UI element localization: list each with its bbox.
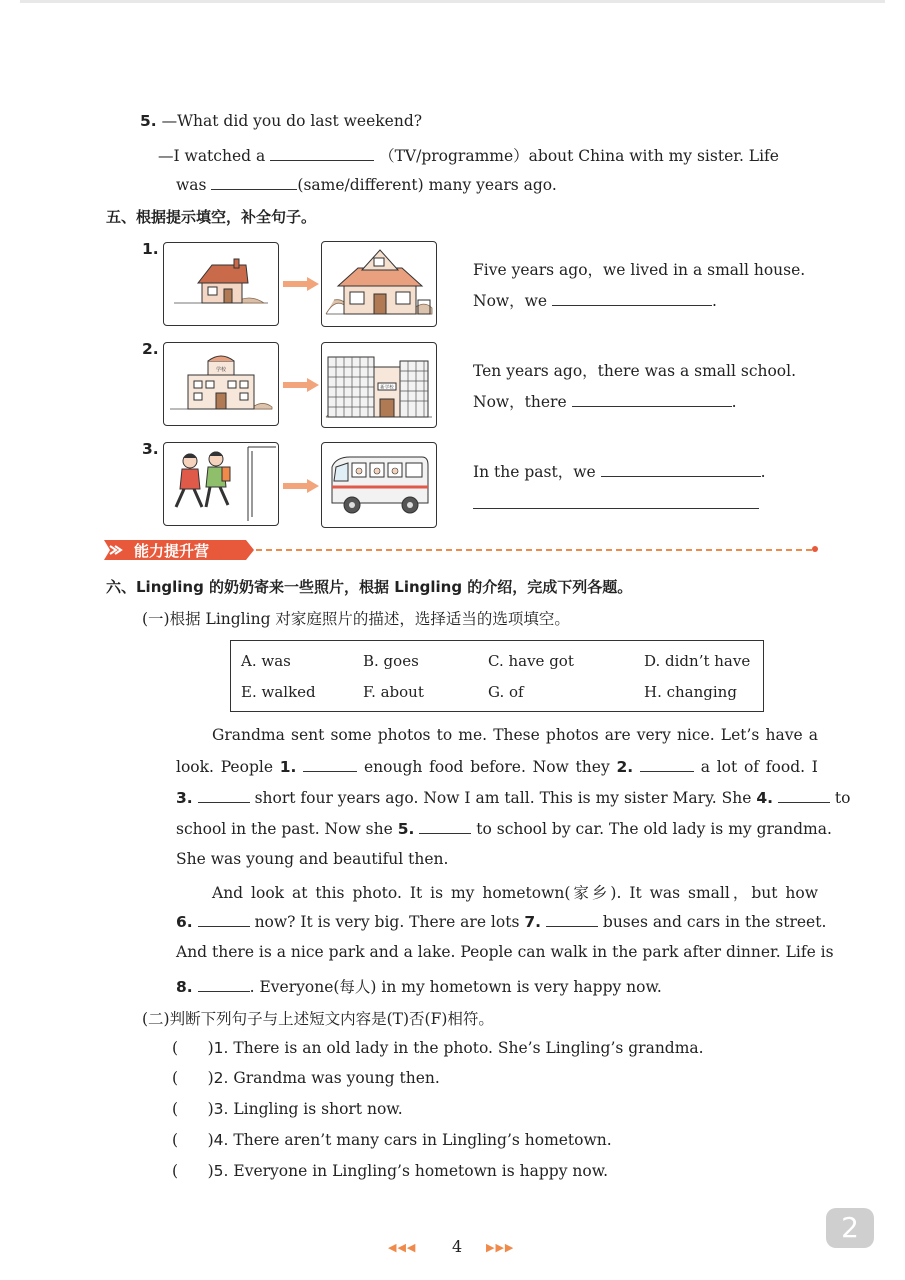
s5-item1-answer-line (473, 289, 717, 311)
q5-question: —What did you do last weekend? (161, 112, 423, 130)
section5-title: 五、根据提示填空，补全句子。 (106, 208, 317, 226)
q5-line3-start: was (176, 176, 207, 194)
blank-number-3: 3. (176, 789, 193, 807)
s5-item2-number: 2. (142, 340, 159, 358)
s5-item3-blank-2[interactable] (473, 496, 759, 509)
s5-item1-sentence: Five years ago，we lived in a small house. (473, 261, 806, 279)
tf-item-2 (172, 1069, 440, 1087)
option-h: H. changing (644, 683, 737, 701)
blank-number-1: 1. (279, 758, 297, 776)
s5-item2-blank[interactable] (572, 392, 732, 407)
s5-item1-number: 1. (142, 240, 159, 258)
passage-blank-5[interactable] (419, 819, 471, 834)
passage-blank-6[interactable] (198, 912, 250, 927)
text: short four years ago. Now I am tall. This is my sister Mary. She (254, 789, 752, 807)
tf-text-3: Lingling is short now. (233, 1100, 403, 1118)
s5-item2-sentence: Ten years ago，there was a small school. (473, 362, 797, 380)
tf-item-1 (172, 1039, 704, 1057)
blank-number-8: 8. (176, 978, 193, 996)
tf-text-5: Everyone in Lingling’s hometown is happy now. (233, 1162, 609, 1180)
passage-blank-7[interactable] (546, 912, 598, 927)
text: buses and cars in the street. (602, 913, 827, 931)
s5-item3-period: . (760, 463, 766, 481)
option-g: G. of (488, 683, 524, 701)
passage-blank-3[interactable] (198, 788, 250, 803)
passage-blank-1[interactable] (303, 757, 357, 772)
passage-p2-line1: And look at this photo. It is my hometown(家乡). It was small，but how (212, 884, 818, 902)
tf-paren-4[interactable]: ( ) (172, 1131, 214, 1149)
tf-item-3 (172, 1100, 403, 1118)
arrow-icon (283, 479, 319, 493)
q5-line2-start: —I watched a (158, 147, 266, 165)
banner-label: 能力提升营 (134, 542, 210, 560)
page-badge: 2 (826, 1208, 874, 1248)
option-c: C. have got (488, 652, 574, 670)
tf-number-4: 4. (213, 1131, 229, 1149)
page-number: 4 (452, 1237, 463, 1256)
tf-number-2: 2. (213, 1069, 229, 1087)
big-school-image (321, 342, 437, 428)
children-walking-image (163, 442, 279, 526)
bus-image (321, 442, 437, 528)
s5-item3-prompt: In the past，we (473, 463, 596, 481)
q5-line3 (176, 175, 557, 194)
blank-number-6: 6. (176, 913, 193, 931)
passage-p1-line5: She was young and beautiful then. (176, 850, 449, 868)
tf-paren-2[interactable]: ( ) (172, 1069, 214, 1087)
text: school in the past. Now she (176, 820, 393, 838)
tf-text-4: There aren’t many cars in Lingling’s hometown. (233, 1131, 612, 1149)
q5-line2 (158, 144, 818, 166)
passage-p1-line4 (176, 819, 832, 838)
small-house-image (163, 242, 279, 326)
blank-number-2: 2. (616, 758, 634, 776)
text: to school by car. The old lady is my grandma. (476, 820, 832, 838)
text: . Everyone(每人) in my hometown is very happy now. (249, 978, 662, 996)
s5-item3-answer-line (473, 460, 766, 482)
q5-number: 5. (140, 112, 157, 130)
text: look. People (176, 758, 273, 776)
option-a: A. was (241, 652, 291, 670)
banner-dashed-line (256, 549, 812, 551)
q5-line3-end: (same/different) many years ago. (297, 176, 557, 194)
tf-item-5 (172, 1162, 608, 1180)
passage-p2-line2 (176, 912, 827, 931)
section6-part1-title: (一)根据 Lingling 对家庭照片的描述，选择适当的选项填空。 (142, 610, 570, 628)
text: enough food before. Now they (363, 758, 610, 776)
s5-item2-prompt: Now，there (473, 393, 567, 411)
passage-p1-line2 (176, 757, 818, 776)
passage-p1-line1: Grandma sent some photos to me. These photos are very nice. Let’s have a (212, 726, 818, 744)
prev-arrows-icon: ◀◀◀ (388, 1241, 417, 1254)
s5-item3-blank[interactable] (601, 462, 761, 477)
school-sign-small: 学校 (215, 367, 227, 373)
school-sign-new: 新学校 (380, 385, 394, 391)
passage-blank-4[interactable] (778, 788, 830, 803)
passage-p2-line4 (176, 975, 662, 997)
s5-item1-period: . (712, 292, 717, 310)
text: a lot of food. I (700, 758, 818, 776)
tf-paren-5[interactable]: ( ) (172, 1162, 214, 1180)
tf-number-5: 5. (213, 1162, 229, 1180)
tf-text-1: There is an old lady in the photo. She’s Lingling’s grandma. (233, 1039, 704, 1057)
option-e: E. walked (241, 683, 316, 701)
passage-p1-line3 (176, 788, 851, 807)
s5-item3-number: 3. (142, 440, 159, 458)
tf-number-1: 1. (213, 1039, 229, 1057)
tf-number-3: 3. (213, 1100, 229, 1118)
q5-line2-end: （TV/programme）about China with my sister. Life (379, 147, 779, 165)
options-table (230, 640, 764, 712)
passage-blank-2[interactable] (640, 757, 694, 772)
ability-banner (104, 538, 818, 562)
s5-item2-period: . (731, 393, 737, 411)
tf-paren-3[interactable]: ( ) (172, 1100, 214, 1118)
q5-blank-1[interactable] (270, 146, 374, 161)
next-arrows-icon: ▶▶▶ (486, 1241, 515, 1254)
s5-item1-blank[interactable] (552, 291, 712, 306)
text: to (834, 789, 851, 807)
blank-number-5: 5. (397, 820, 415, 838)
tf-paren-1[interactable]: ( ) (172, 1039, 214, 1057)
small-school-image (163, 342, 279, 426)
q5-line1 (140, 112, 422, 130)
option-f: F. about (363, 683, 424, 701)
s5-item1-prompt: Now，we (473, 292, 548, 310)
top-edge-line (20, 0, 885, 3)
arrow-icon (283, 277, 319, 291)
passage-p2-line3: And there is a nice park and a lake. People can walk in the park after dinner. Life is (176, 943, 834, 961)
blank-number-4: 4. (756, 789, 774, 807)
big-house-image (321, 241, 437, 327)
option-b: B. goes (363, 652, 419, 670)
arrow-icon (283, 378, 319, 392)
s5-item2-answer-line (473, 390, 737, 412)
option-d: D. didn’t have (644, 652, 751, 670)
tf-item-4 (172, 1131, 612, 1149)
banner-dot (812, 546, 818, 552)
section6-title: 六、Lingling 的奶奶寄来一些照片，根据 Lingling 的介绍，完成下列各题。 (106, 578, 633, 596)
passage-blank-8[interactable] (198, 977, 250, 992)
text: now? It is very big. There are lots (254, 913, 520, 931)
blank-number-7: 7. (524, 913, 542, 931)
q5-blank-2[interactable] (211, 175, 297, 190)
section6-part2-title: (二)判断下列句子与上述短文内容是(T)否(F)相符。 (142, 1010, 494, 1028)
tf-text-2: Grandma was young then. (233, 1069, 440, 1087)
